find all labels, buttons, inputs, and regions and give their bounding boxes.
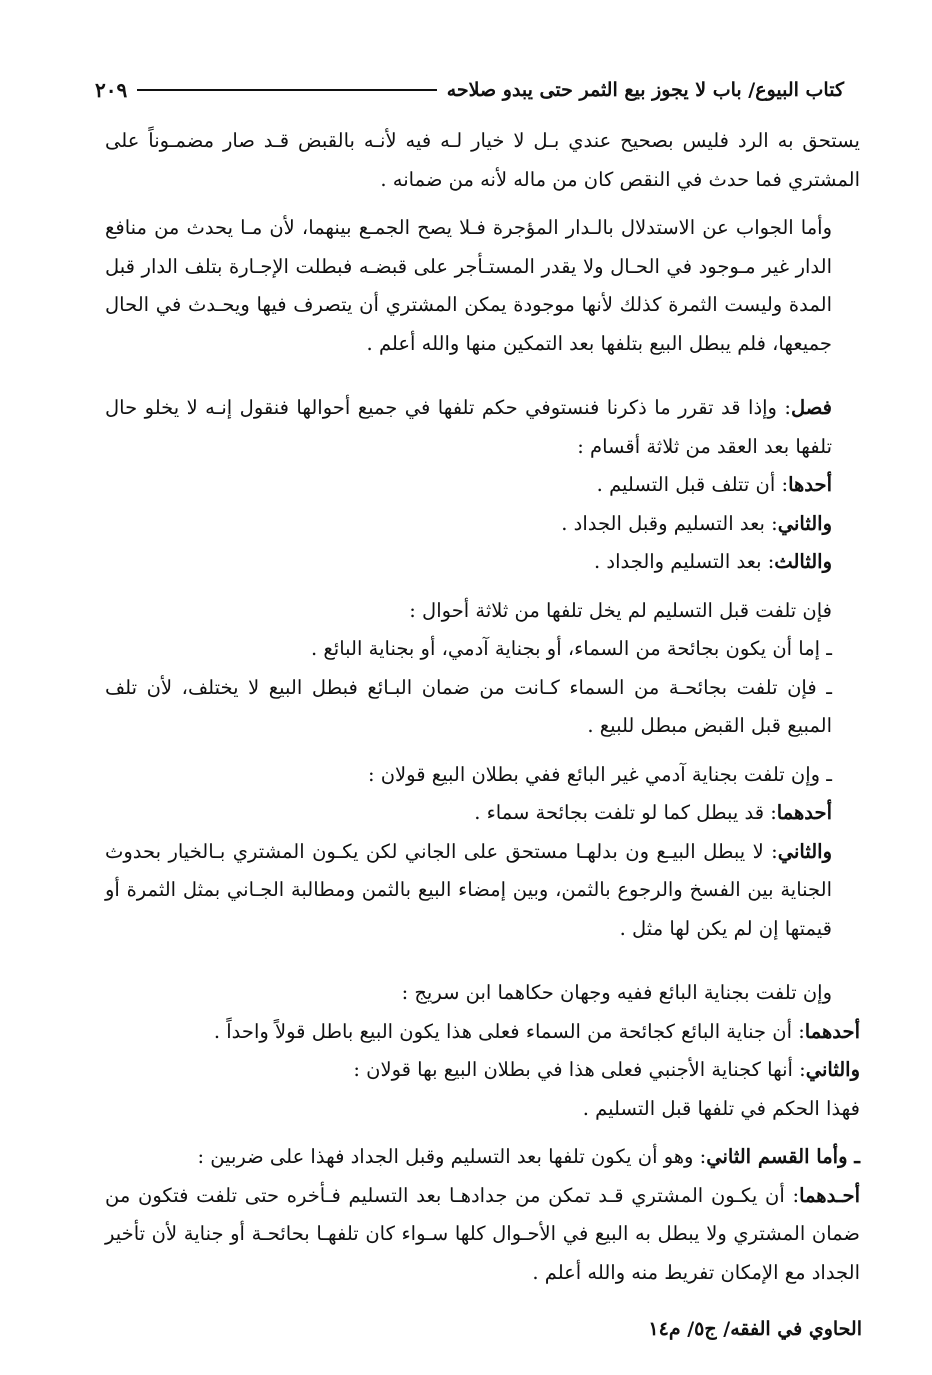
- view-2-label: والثاني: [805, 1058, 860, 1081]
- section-item-2-text: : بعد التسليم وقبل الجداد .: [561, 511, 778, 535]
- opinion-2-text: : لا يبطل البيـع ون بدلهـا مستحق على الجاني لكن يكـون المشتري بـالخيار بحدوث الجناية بين الفسخ والرجوع بالثمن، وبين إمضاء البيع بالثمن ومطالبة الجـاني بمثل الثمرة أو قيمتها إن لم يكن لها مثل .: [105, 839, 832, 940]
- section-item-3: [105, 543, 860, 582]
- opinion-1-label: أحدهما: [776, 801, 832, 824]
- section-item-3-text: : بعد التسليم والجداد .: [594, 550, 775, 573]
- view-1: [105, 1013, 860, 1052]
- opinion-2: [105, 833, 860, 949]
- view-1-label: أحدهما: [804, 1019, 860, 1043]
- page-body: [105, 122, 860, 1292]
- type-1: [105, 1177, 860, 1293]
- view-2-text: : أنها كجناية الأجنبي فعلى هذا في بطلان البيع بها قولان :: [353, 1058, 806, 1081]
- paragraph-6: ـ وإن تلفت بجناية آدمي غير البائع ففي بطلان البيع قولان :: [367, 762, 832, 786]
- page-number: ٢٠٩: [95, 78, 128, 102]
- fasl-text: : وإذا قد تقرر ما ذكرنا فنستوفي حكم تلفها في جميع أحوالها فنقول إنـه لا يخلو حال تلفها بعد العقد من ثلاثة أقسام :: [105, 396, 832, 458]
- paragraph-4: ـ إما أن يكون بجائحة من السماء، أو بجناية آدمي، أو بجناية البائع .: [311, 637, 832, 660]
- footer-signature: الحاوي في الفقه/ ج٥/ م١٤: [648, 1318, 862, 1340]
- view-2: [105, 1051, 860, 1090]
- type-1-text: : أن يكـون المشتري قـد تمكن من جدادهـا بعد التسليم فـأخره حتى تلفت فتكون من ضمان المشتري ولا يبطل به البيع في الأحـوال كلها سـواء كان تلفهـا بحائحـة أو جناية لأن تأخير الجداد مع الإمكان تفريط منه والله أعلم .: [105, 1183, 860, 1284]
- opinion-1: [105, 794, 860, 833]
- second-division-label: ـ وأما القسم الثاني: [706, 1145, 860, 1168]
- section-item-1: [105, 466, 860, 505]
- view-1-text: : أن جناية البائع كجائحة من السماء فعلى هذا يكون البيع باطل قولاً واحداً .: [213, 1019, 805, 1043]
- header-title: كتاب البيوع/ باب لا يجوز بيع الثمر حتى يبدو صلاحه: [446, 79, 844, 101]
- fasl-paragraph: [105, 389, 860, 466]
- type-1-label: أحـدهما: [799, 1183, 860, 1207]
- paragraph-5: ـ فإن تلفت بجائحـة من السماء كـانت من ضمان البـائع فبطل البيع لا يختلف، لأن تلف المبيع قبل القبض مبطل للبيع .: [105, 675, 832, 737]
- paragraph-7: وإن تلفت بجناية البائع ففيه وجهان حكاهما ابن سريج :: [401, 981, 832, 1004]
- section-item-1-text: : أن تتلف قبل التسليم .: [596, 473, 789, 496]
- section-item-1-label: أحدها: [788, 473, 832, 496]
- section-item-2-label: والثاني: [777, 511, 832, 535]
- opinion-2-label: والثاني: [777, 839, 832, 863]
- paragraph-2: وأما الجواب عن الاستدلال بالـدار المؤجرة فـلا يصح الجمـع بينهما، لأن مـا يحدث من منافع الدار غير مـوجود في الحـال ولا يقدر المستـأجر على قبضـه فبطلت الإجـارة بتلف الدار قبل المدة وليست الثمرة كذلك لأنها موجودة يمكن المشتري أن يتصرف فيها ويحـدث في الحال جميعها، فلم يبطل البيع بتلفها بعد التمكين منها والله أعلم .: [105, 216, 832, 355]
- section-item-2: [105, 505, 860, 544]
- second-division-text: : وهو أن يكون تلفها بعد التسليم وقبل الجداد فهذا على ضربين :: [197, 1145, 707, 1168]
- section-item-3-label: والثالث: [774, 550, 832, 573]
- paragraph-3: فإن تلفت قبل التسليم لم يخل تلفها من ثلاثة أحوال :: [409, 598, 832, 622]
- running-header: [95, 72, 844, 108]
- paragraph-8: فهذا الحكم في تلفها قبل التسليم .: [582, 1096, 860, 1120]
- paragraph-1: يستحق به الرد فليس بصحيح عندي بـل لا خيار لـه فيه لأنـه بالقبض قـد صار مضمـوناً على المشتري فما حدث في النقص كان من ماله لأنه من ضمانه .: [105, 129, 860, 191]
- opinion-1-text: : قد يبطل كما لو تلفت بجائحة سماء .: [474, 801, 777, 824]
- header-rule: [137, 89, 437, 91]
- fasl-label: فصل: [791, 396, 832, 419]
- second-division: [105, 1138, 860, 1177]
